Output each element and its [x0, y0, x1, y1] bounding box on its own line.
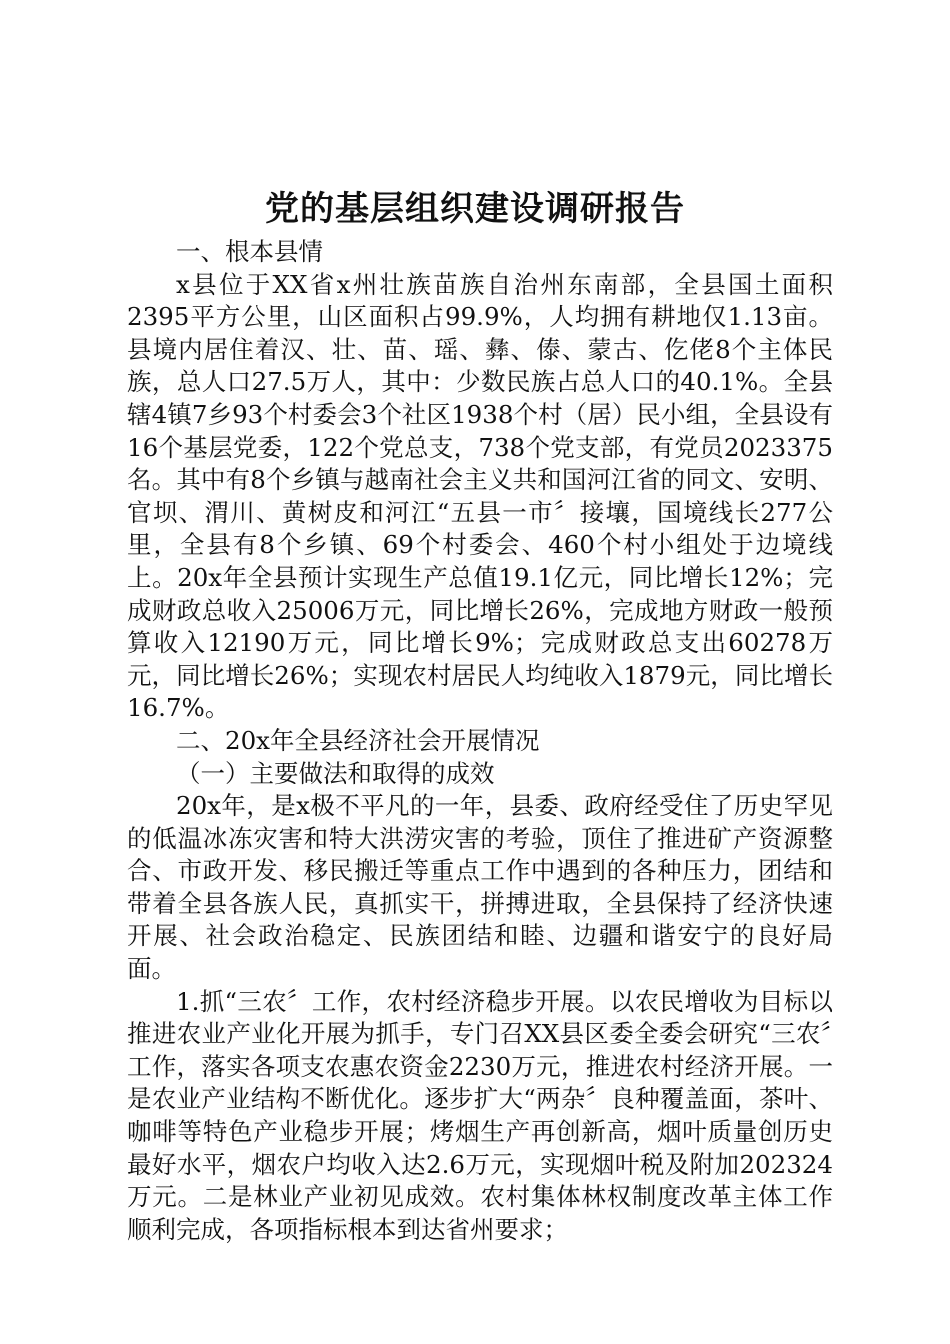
section-heading: 一、根本县情	[176, 237, 323, 266]
body-paragraph: 1.抓“三农〞工作，农村经济稳步开展。以农民增收为目标以推进农业产业化开展为抓手，专门召XX县区委全委会研究“三农〞工作，落实各项支农惠农资金2230万元，推进农村经济开展。一是农业产业结构不断优化。逐步扩大“两杂〞良种覆盖面，茶叶、咖啡等特色产业稳步开展；烤烟生产再创新高，烟叶质量创历史最好水平，烟农户均收入达2.6万元，实现烟叶税及附加202324万元。二是林业产业初见成效。农村集体林权制度改革主体工作顺利完成，各项指标根本到达省州要求；	[127, 986, 833, 1244]
body-paragraph: 20x年，是x极不平凡的一年，县委、政府经受住了历史罕见的低温冰冻灾害和特大洪涝灾害的考验，顶住了推进矿产资源整合、市政开发、移民搬迁等重点工作中遇到的各种压力，团结和带着全县各族人民，真抓实干，拼搏进取，全县保持了经济快速开展、社会政治稳定、民族团结和睦、边疆和谐安宁的良好局面。	[127, 791, 833, 984]
subsection-heading: （一）主要做法和取得的成效	[176, 758, 495, 788]
document-body	[127, 236, 833, 1246]
document-title: 党的基层组织建设调研报告	[265, 189, 685, 229]
body-paragraph: x县位于XX省x州壮族苗族自治州东南部，全县国土面积2395平方公里，山区面积占99.9%，人均拥有耕地仅1.13亩。县境内居住着汉、壮、苗、瑶、彝、傣、蒙古、仡佬8个主体民族，总人口27.5万人，其中：少数民族占总人口的40.1%。全县辖4镇7乡93个村委会3个社区1938个村（居）民小组，全县设有16个基层党委，122个党总支，738个党支部，有党员2023375名。其中有8个乡镇与越南社会主义共和国河江省的同文、安明、官坝、渭川、黄树皮和河江“五县一市〞接壤，国境线长277公里，全县有8个乡镇、69个村委会、460个村小组处于边境线上。20x年全县预计实现生产总值19.1亿元，同比增长12%；完成财政总收入25006万元，同比增长26%，完成地方财政一般预算收入12190万元，同比增长9%；完成财政总支出60278万元，同比增长26%；实现农村居民人均纯收入1879元，同比增长16.7%。	[127, 269, 833, 723]
section-heading: 二、20x年全县经济社会开展情况	[176, 725, 540, 755]
